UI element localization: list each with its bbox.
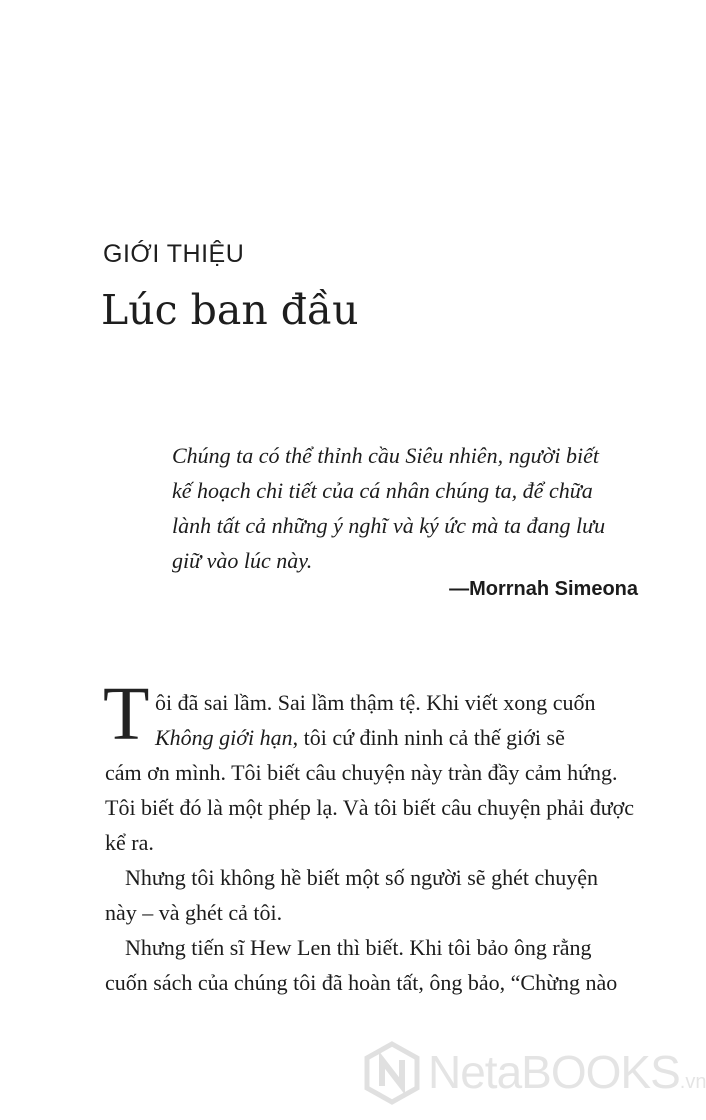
body-line: Nhưng tôi không hề biết một số người sẽ ghét chuyện [125,865,598,890]
epigraph-line: lành tất cả những ý nghĩ và ký ức mà ta đang lưu [172,513,606,538]
body-text [105,685,645,1000]
watermark-suffix: .vn [679,1071,706,1093]
body-line: này – và ghét cả tôi. [105,900,283,925]
epigraph-line: Chúng ta có thể thỉnh cầu Siêu nhiên, người biết [172,443,600,468]
hexagon-n-logo-icon [364,1042,420,1104]
body-line-rest: , tôi cứ đinh ninh cả thế giới sẽ [292,725,565,750]
body-line: Nhưng tiến sĩ Hew Len thì biết. Khi tôi bảo ông rằng [125,935,592,960]
watermark-brand: NetaBOOKS [428,1046,680,1098]
body-line [105,720,645,755]
body-line: kể ra. [105,830,154,855]
epigraph-line: kế hoạch chi tiết của cá nhân chúng ta, để chữa [172,478,593,503]
watermark-text [428,1045,706,1099]
epigraph-attribution: —Morrnah Simeona [449,578,638,600]
watermark [358,1040,706,1110]
epigraph-quote [172,438,642,578]
epigraph-line: giữ vào lúc này. [172,548,313,573]
book-title-italic: Không giới hạn [155,725,293,750]
body-line: Tôi biết đó là một phép lạ. Và tôi biết câu chuyện phải được [105,795,635,820]
body-line: cám ơn mình. Tôi biết câu chuyện này tràn đầy cảm hứng. [105,760,618,785]
body-line: ôi đã sai lầm. Sai lầm thậm tệ. Khi viết xong cuốn [155,690,596,715]
chapter-kicker: GIỚI THIỆU [103,240,245,268]
drop-cap: T [103,672,150,756]
chapter-title: Lúc ban đầu [101,286,359,334]
body-line: cuốn sách của chúng tôi đã hoàn tất, ông bảo, “Chừng nào [105,970,618,995]
